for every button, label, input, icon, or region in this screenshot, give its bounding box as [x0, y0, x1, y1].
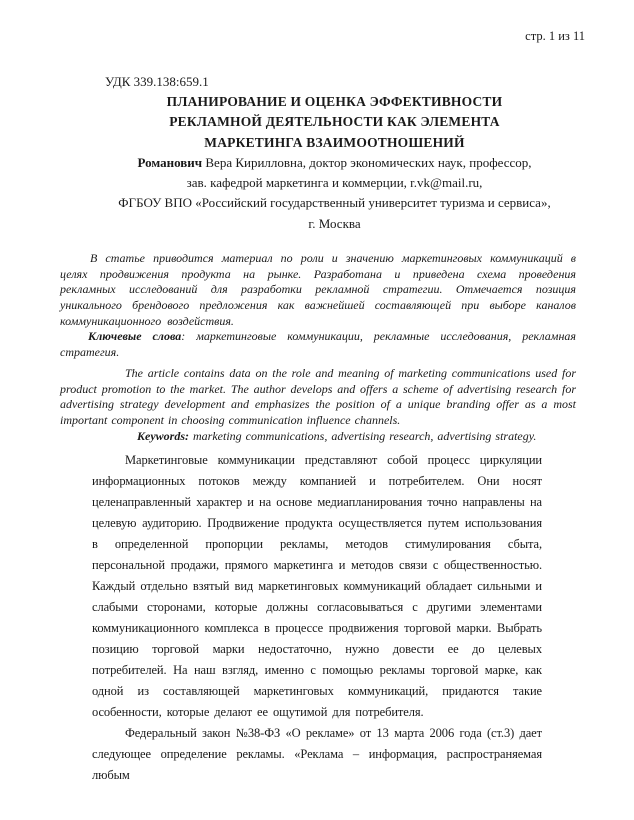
- abstract-ru-text: В статье приводится материал по роли и значению маркетинговых коммуникаций в целях продвижения продукта на рынке. Разработана и приведена схема проведения рекламных исследований для разработки рекламной стратегии. Отмечается позиция уникального брендового предложения как важнейшей составляющей при выборе каналов коммуникационного воздействия.: [60, 251, 576, 328]
- keywords-english: [60, 429, 576, 445]
- article-body: [92, 450, 542, 786]
- keywords-en-label: Keywords:: [137, 428, 189, 443]
- keywords-ru-label: Ключевые слова: [88, 329, 182, 344]
- abstract-english: [60, 366, 576, 444]
- keywords-en-list: marketing communications, advertising research, advertising strategy.: [189, 428, 537, 443]
- author-city: г. Москва: [308, 215, 361, 231]
- author-surname: Романович: [137, 154, 203, 170]
- article-title-line-3: МАРКЕТИНГА ВЗАИМООТНОШЕНИЙ: [204, 134, 465, 150]
- author-credentials: Вера Кирилловна, доктор экономических наук, профессор,: [202, 154, 532, 170]
- author-line-2: зав. кафедрой маркетинга и коммерции, r.vk@mail.ru,: [186, 175, 483, 191]
- keywords-ru-list: : маркетинговые коммуникации, рекламные исследования, рекламная стратегия.: [60, 329, 576, 359]
- article-title-line-2: РЕКЛАМНОЙ ДЕЯТЕЛЬНОСТИ КАК ЭЛЕМЕНТА: [169, 114, 500, 130]
- abstract-russian: [60, 251, 576, 361]
- author-affiliation: ФГБОУ ВПО «Российский государственный университет туризма и сервиса»,: [118, 195, 551, 211]
- title-author-block: [92, 92, 577, 234]
- udc-code: УДК 339.138:659.1: [105, 74, 209, 89]
- body-paragraph-2: Федеральный закон №38-ФЗ «О рекламе» от 13 марта 2006 года (ст.3) дает следующее определение рекламы. «Реклама – информация, распространяемая любым: [92, 726, 542, 782]
- abstract-en-text: The article contains data on the role and meaning of marketing communications used for product promotion to the market. The author develops and offers a scheme of advertising research for advertising strategy development and emphasizes the position of a unique branding offer as a most important component in choosing communication influence channels.: [60, 366, 576, 427]
- author-line-1: [92, 153, 577, 173]
- keywords-russian: [60, 329, 576, 360]
- article-title-line-1: ПЛАНИРОВАНИЕ И ОЦЕНКА ЭФФЕКТИВНОСТИ: [166, 94, 503, 109]
- body-paragraph-1: Маркетинговые коммуникации представляют собой процесс циркуляции информационных потоков между компанией и потребителем. Они носят целенаправленный характер и на основе медиапланирования точно направлены на целевую аудиторию. Продвижение продукта осуществляется путем использования в определенной пропорции рекламы, методов стимулирования сбыта, персональной продажи, прямого маркетинга и методов связи с общественностью. Каждый отдельно взятый вид маркетинговых коммуникаций обладает сильными и слабыми сторонами, которые должны согласовываться с другими элементами коммуникационного комплекса в процессе продвижения торговой марки. Выбрать позицию торговой марки недостаточно, нужно довести ее до целевых потребителей. На наш взгляд, именно с помощью рекламы торговой марке, как одной из составляющей маркетинговых коммуникаций, придаются такие особенности, которые делают ее ощутимой для потребителя.: [92, 453, 542, 719]
- page-number: стр. 1 из 11: [525, 29, 585, 43]
